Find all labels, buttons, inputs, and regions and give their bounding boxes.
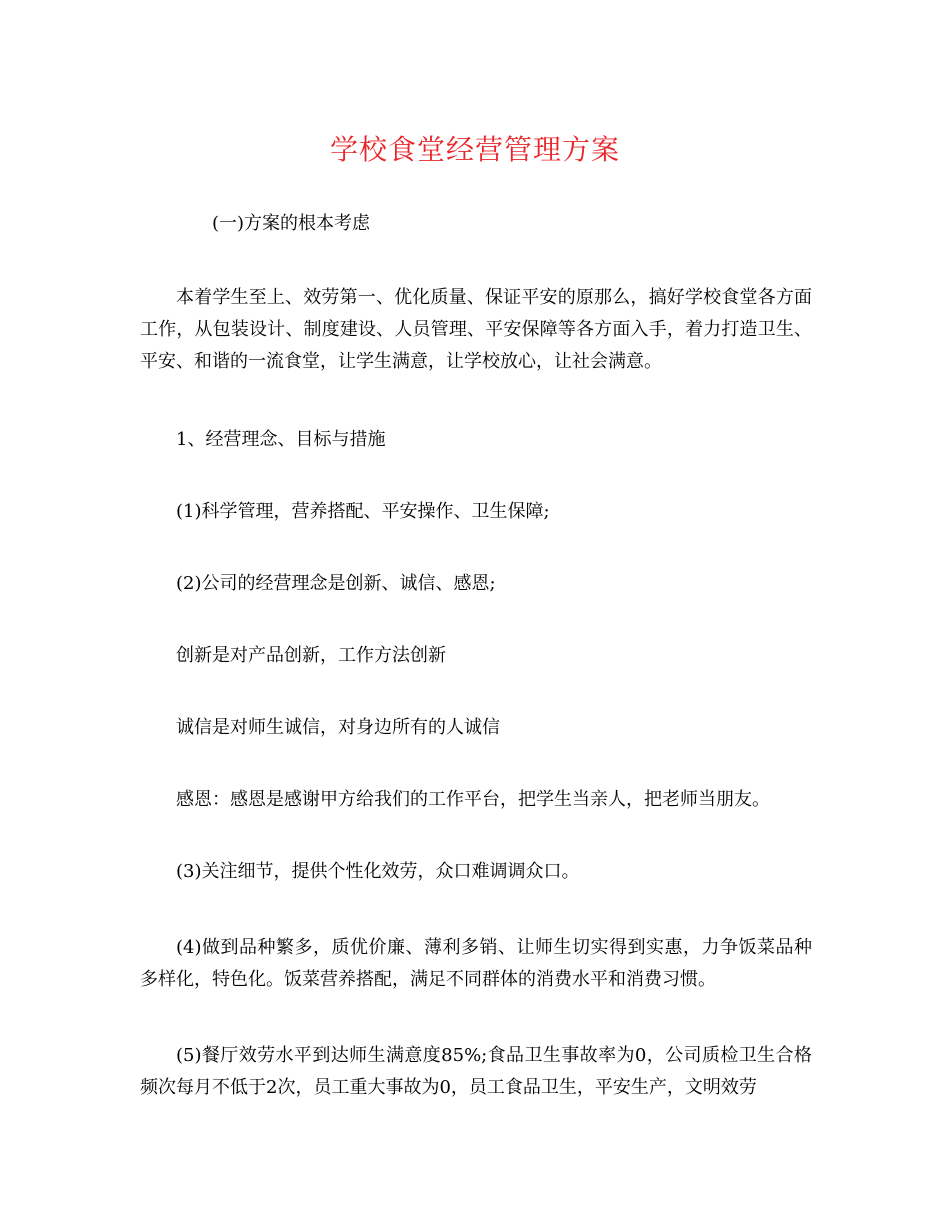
document-title: 学校食堂经营管理方案 [329, 133, 620, 166]
paragraph-intro: 本着学生至上、效劳第一、优化质量、保证平安的原那么，搞好学校食堂各方面工作，从包装设计、制度建设、人员管理、平安保障等各方面入手，着力打造卫生、平安、和谐的一流食堂，让学生满意，让学校放心，让社会满意。 [140, 287, 812, 372]
list-item-2: (2)公司的经营理念是创新、诚信、感恩; [176, 573, 496, 594]
list-item-1: (1)科学管理，营养搭配、平安操作、卫生保障; [176, 501, 550, 522]
paragraph-gratitude: 感恩：感恩是感谢甲方给我们的工作平台，把学生当亲人，把老师当朋友。 [176, 789, 770, 810]
subheading-concept-goals: 1、经营理念、目标与措施 [176, 429, 386, 450]
list-item-4: (4)做到品种繁多，质优价廉、薄利多销、让师生切实得到实惠，力争饭菜品种多样化，特色化。饭菜营养搭配，满足不同群体的消费水平和消费习惯。 [140, 937, 812, 990]
list-item-5: (5)餐厅效劳水平到达师生满意度85%;食品卫生事故率为0，公司质检卫生合格频次每月不低于2次，员工重大事故为0，员工食品卫生，平安生产，文明效劳 [140, 1045, 812, 1098]
list-item-3: (3)关注细节，提供个性化效劳，众口难调调众口。 [176, 861, 580, 882]
paragraph-innovation: 创新是对产品创新，工作方法创新 [176, 645, 446, 666]
section-heading-basic-considerations: (一)方案的根本考虑 [212, 213, 371, 234]
paragraph-integrity: 诚信是对师生诚信，对身边所有的人诚信 [176, 717, 500, 738]
